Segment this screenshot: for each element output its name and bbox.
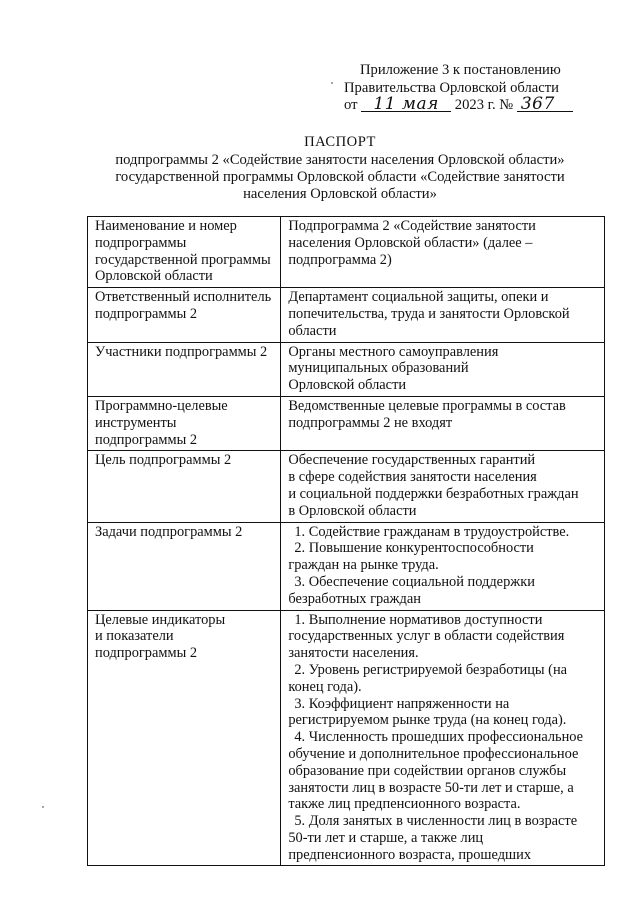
title-line-2: государственной программы Орловской области «Содействие занятости — [115, 169, 565, 185]
row-value-line: 2. Повышение конкурентоспособности — [294, 540, 534, 557]
year-label: 2023 г. № — [454, 97, 514, 113]
passport-table — [87, 216, 605, 866]
title-line-3: населения Орловской области» — [243, 186, 437, 202]
row-label-line: Целевые индикаторы — [95, 611, 226, 628]
row-value-line: 1. Выполнение нормативов доступности — [294, 611, 543, 628]
row-value-line: 4. Численность прошедших профессиональное — [294, 729, 584, 746]
table-row — [88, 522, 605, 610]
row-value-cell — [281, 396, 605, 450]
row-value-line: муниципальных образований — [288, 360, 469, 377]
row-value-line: Органы местного самоуправления — [288, 343, 499, 360]
title-line-1: подпрограммы 2 «Содействие занятости населения Орловской области» — [115, 152, 565, 168]
row-value-line: области — [288, 322, 337, 339]
appendix-header — [344, 62, 604, 115]
row-label-line: Наименование и номер — [95, 218, 237, 234]
row-value-line: государственных услуг в области содействия — [288, 628, 565, 645]
row-value-line: подпрограммы 2 не входят — [288, 414, 453, 431]
scan-speck — [331, 82, 333, 84]
row-value-line: в сфере содействия занятости населения — [288, 469, 537, 486]
row-value-line: 2. Уровень регистрируемой безработицы (на — [294, 661, 568, 678]
row-label-cell — [88, 451, 281, 522]
row-value-line: Подпрограмма 2 «Содействие занятости — [288, 218, 536, 234]
row-label-cell — [88, 288, 281, 342]
row-value-line: 3. Коэффициент напряженности на — [294, 695, 510, 712]
row-value-line: регистрируемом рынке труда (на конец года). — [288, 712, 567, 729]
row-value-line: 1. Содействие гражданам в трудоустройстве. — [294, 523, 570, 540]
row-value-line: Ведомственные целевые программы в состав — [288, 397, 566, 414]
handwritten-number: 367 — [517, 97, 573, 112]
table-row — [88, 610, 605, 866]
row-value-line: также лиц предпенсионного возраста. — [288, 796, 521, 813]
row-label-cell — [88, 342, 281, 396]
row-label-line: Ответственный исполнитель — [95, 289, 272, 306]
row-value-cell — [281, 451, 605, 522]
row-label-cell — [88, 217, 281, 288]
row-label-cell — [88, 396, 281, 450]
table-row — [88, 342, 605, 396]
table-row — [88, 217, 605, 288]
row-value-line: граждан на рынке труда. — [288, 557, 439, 574]
row-label-line: Цель подпрограммы 2 — [95, 452, 232, 469]
table-row — [88, 396, 605, 450]
row-label-line: и показатели — [95, 628, 174, 645]
row-value-line: предпенсионного возраста, прошедших — [288, 846, 532, 863]
row-value-line: обучение и дополнительное профессиональное — [288, 745, 579, 762]
appendix-line-1: Приложение 3 к постановлению — [360, 62, 561, 78]
row-label-line: Задачи подпрограммы 2 — [95, 523, 243, 540]
row-value-line: населения Орловской области» (далее – — [288, 234, 533, 251]
row-label-cell — [88, 522, 281, 610]
document-title — [80, 134, 600, 203]
row-value-line: Департамент социальной защиты, опеки и — [288, 289, 549, 306]
row-label-line: Участники подпрограммы 2 — [95, 343, 268, 360]
from-label: от — [344, 97, 358, 113]
row-value-line: 50-ти лет и старше, а также лиц — [288, 829, 484, 846]
row-value-cell — [281, 288, 605, 342]
row-value-cell — [281, 217, 605, 288]
row-label-line: подпрограммы 2 — [95, 431, 198, 448]
row-value-cell — [281, 342, 605, 396]
appendix-line-3 — [344, 94, 604, 115]
row-label-line: подпрограммы 2 — [95, 305, 198, 322]
row-value-line: попечительства, труда и занятости Орловской — [288, 305, 570, 322]
row-value-line: безработных граждан — [288, 590, 421, 607]
row-value-line: в Орловской области — [288, 502, 417, 519]
row-value-line: Обеспечение государственных гарантий — [288, 452, 536, 469]
row-value-line: Орловской области — [288, 377, 407, 394]
row-value-line: 5. Доля занятых в численности лиц в возрасте — [294, 813, 578, 830]
appendix-line-2: Правительства Орловской области — [344, 79, 559, 96]
row-value-cell — [281, 610, 605, 866]
row-value-line: подпрограмма 2) — [288, 251, 392, 268]
row-label-cell — [88, 610, 281, 866]
title-head: ПАСПОРТ — [304, 134, 376, 150]
row-label-line: инструменты — [95, 414, 177, 431]
row-value-line: занятости лиц в возрасте 50-ти лет и старше, а — [288, 779, 574, 796]
row-label-line: Программно-целевые — [95, 397, 228, 414]
row-label-line: подпрограммы — [95, 234, 187, 251]
row-label-line: государственной программы — [95, 251, 271, 268]
scan-speck — [42, 806, 44, 808]
row-value-cell — [281, 522, 605, 610]
handwritten-date: 11 мая — [361, 97, 451, 112]
row-value-line: и социальной поддержки безработных граждан — [288, 485, 579, 502]
table-row — [88, 451, 605, 522]
row-value-line: конец года). — [288, 678, 362, 695]
table-row — [88, 288, 605, 342]
row-label-line: Орловской области — [95, 268, 213, 285]
row-value-line: образование при содействии органов службы — [288, 762, 567, 779]
row-value-line: 3. Обеспечение социальной поддержки — [294, 573, 535, 590]
row-label-line: подпрограммы 2 — [95, 645, 198, 662]
row-value-line: занятости населения. — [288, 645, 419, 662]
